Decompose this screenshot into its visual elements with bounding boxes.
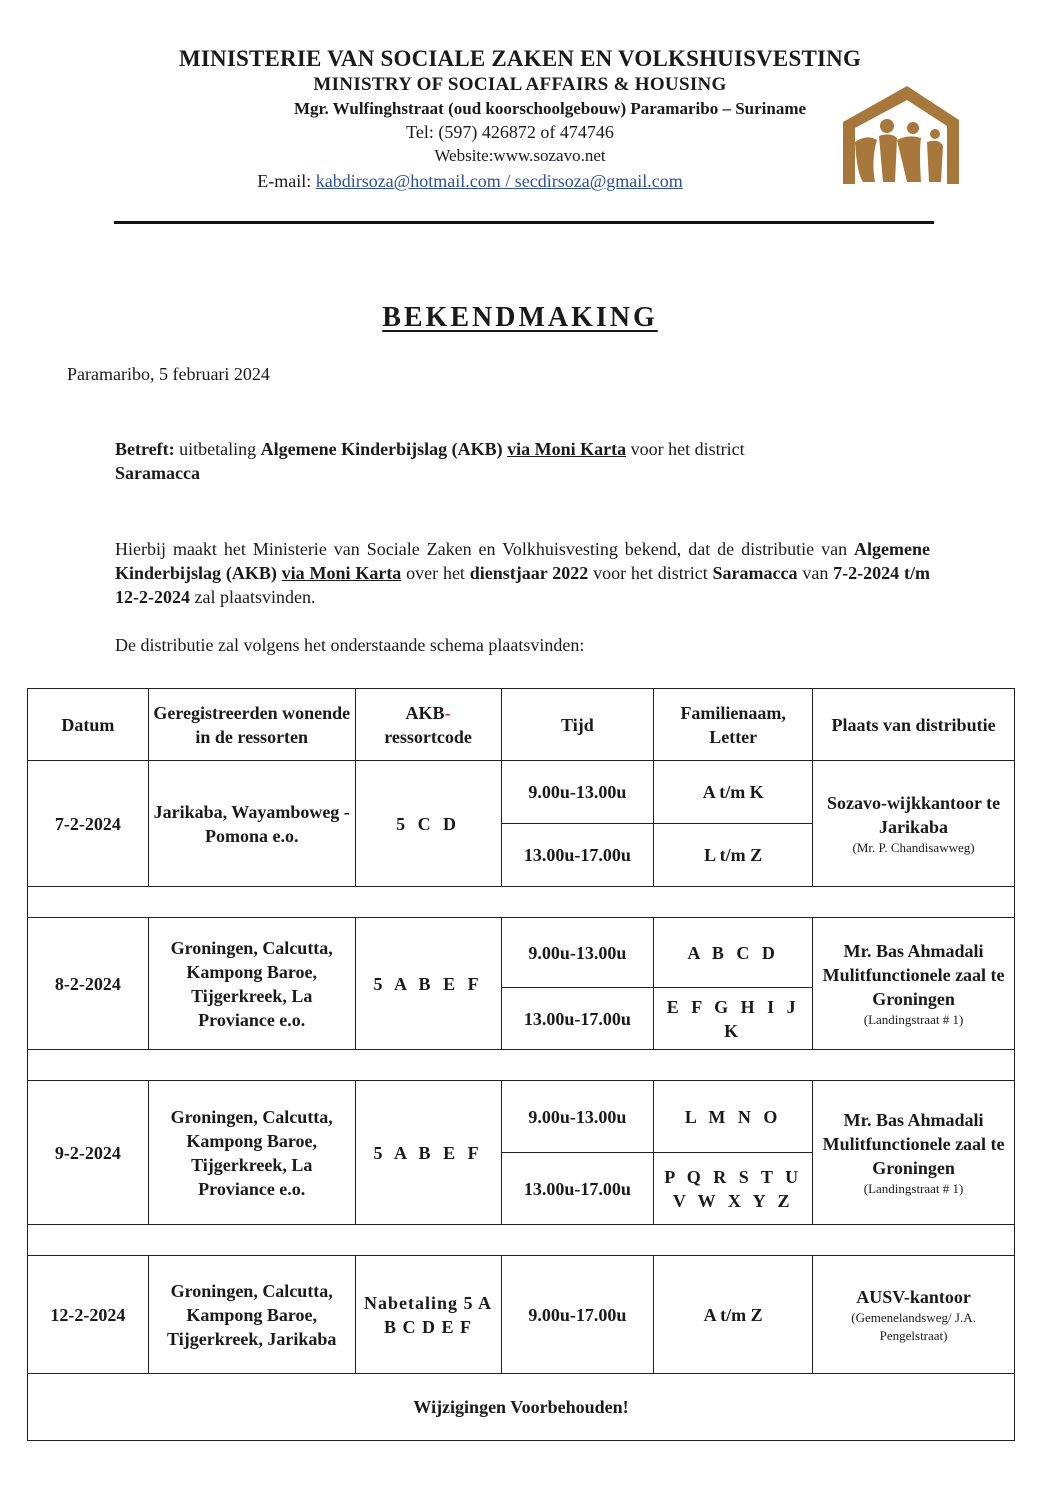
letterhead-divider bbox=[114, 221, 934, 224]
table-footer-row bbox=[28, 1374, 1015, 1441]
table-row bbox=[28, 1256, 1015, 1374]
row-ressorten: Groningen, Calcutta, Kampong Baroe, Tijgerkreek, La Proviance e.o. bbox=[148, 1081, 355, 1225]
page-title bbox=[0, 302, 1040, 334]
header-geregistreerden: Geregistreerden wonende in de ressorten bbox=[148, 689, 355, 761]
table-spacer bbox=[28, 887, 1015, 918]
email-link-2[interactable]: secdirsoza@gmail.com bbox=[514, 171, 683, 191]
plaats-address: (Mr. P. Chandisawweg) bbox=[852, 839, 975, 855]
plaats-address: (Landingstraat # 1) bbox=[863, 1011, 964, 1027]
date-line: Paramaribo, 5 februari 2024 bbox=[67, 364, 270, 384]
body-period: 7-2-2024 t/m 12-2-2024 bbox=[115, 563, 930, 607]
row-plaats bbox=[813, 918, 1015, 1050]
header-familienaam: Familienaam, Letter bbox=[654, 689, 813, 761]
body-text-k: zal plaatsvinden. bbox=[190, 587, 316, 607]
row-code: Nabetaling 5 A B C D E F bbox=[355, 1256, 501, 1374]
table-row bbox=[28, 761, 1015, 824]
row-tijd: 9.00u-13.00u bbox=[501, 918, 654, 988]
header-akb-dash: - bbox=[444, 702, 451, 723]
row-letter: L t/m Z bbox=[654, 824, 813, 887]
row-datum: 8-2-2024 bbox=[28, 918, 149, 1050]
row-code: 5 A B E F bbox=[355, 918, 501, 1050]
ministry-address: Mgr. Wulfinghstraat (oud koorschoolgebouw) Paramaribo – Suriname bbox=[293, 99, 807, 118]
table-footer-note: Wijzigingen Voorbehouden! bbox=[28, 1374, 1015, 1441]
row-tijd: 13.00u-17.00u bbox=[501, 988, 654, 1050]
ministry-name-nl: MINISTERIE VAN SOCIALE ZAKEN EN VOLKSHUISVESTING bbox=[178, 46, 862, 71]
row-ressorten: Groningen, Calcutta, Kampong Baroe, Tijgerkreek, La Proviance e.o. bbox=[148, 918, 355, 1050]
subject-line bbox=[115, 437, 915, 485]
row-datum: 7-2-2024 bbox=[28, 761, 149, 887]
row-tijd: 9.00u-17.00u bbox=[501, 1256, 654, 1374]
header-plaats: Plaats van distributie bbox=[813, 689, 1015, 761]
subject-label: Betreft: bbox=[115, 439, 175, 459]
row-tijd: 9.00u-13.00u bbox=[501, 1081, 654, 1153]
body-paragraph bbox=[115, 537, 930, 609]
email-link-1[interactable]: kabdirsoza@hotmail.com bbox=[315, 171, 501, 191]
ministry-phone: Tel: (597) 426872 of 474746 bbox=[406, 122, 614, 142]
subject-text-3: voor het district bbox=[626, 439, 745, 459]
table-row bbox=[28, 1081, 1015, 1153]
plaats-address: (Gemenelandsweg/ J.A. Pengelstraat) bbox=[851, 1309, 976, 1343]
row-ressorten: Jarikaba, Wayamboweg - Pomona e.o. bbox=[148, 761, 355, 887]
row-datum: 12-2-2024 bbox=[28, 1256, 149, 1374]
body-text-e: over het bbox=[401, 563, 470, 583]
subject-akb: Algemene Kinderbijslag (AKB) bbox=[260, 439, 503, 459]
table-header-row bbox=[28, 689, 1015, 761]
header-ressortcode-text: ressortcode bbox=[384, 726, 472, 747]
body-district: Saramacca bbox=[712, 563, 798, 583]
schedule-table bbox=[27, 688, 1015, 1441]
subject-district: Saramacca bbox=[115, 463, 200, 483]
schedule-intro: De distributie zal volgens het onderstaande schema plaatsvinden: bbox=[115, 635, 585, 655]
row-letter: A B C D bbox=[654, 918, 813, 988]
header-datum: Datum bbox=[28, 689, 149, 761]
email-separator: / bbox=[500, 171, 515, 191]
row-letter: A t/m Z bbox=[654, 1256, 813, 1374]
header-akb-text: AKB bbox=[405, 702, 445, 723]
body-text-i: van bbox=[797, 563, 834, 583]
row-ressorten: Groningen, Calcutta, Kampong Baroe, Tijgerkreek, Jarikaba bbox=[148, 1256, 355, 1374]
table-spacer bbox=[28, 1050, 1015, 1081]
title-text: BEKENDMAKING bbox=[382, 302, 658, 333]
plaats-text: Mr. Bas Ahmadali Mulitfunctionele zaal te Groningen bbox=[822, 940, 1005, 1009]
body-text-g: voor het district bbox=[588, 563, 713, 583]
plaats-text: Sozavo-wijkkantoor te Jarikaba bbox=[826, 792, 1001, 837]
ministry-name-en: MINISTRY OF SOCIAL AFFAIRS & HOUSING bbox=[313, 74, 727, 95]
row-tijd: 13.00u-17.00u bbox=[501, 1153, 654, 1225]
plaats-text: AUSV-kantoor bbox=[856, 1286, 971, 1307]
row-letter: P Q R S T U V W X Y Z bbox=[654, 1153, 813, 1225]
subject-moni-karta: via Moni Karta bbox=[507, 439, 627, 459]
row-plaats bbox=[813, 761, 1015, 887]
table-spacer bbox=[28, 1225, 1015, 1256]
body-dienstjaar: dienstjaar 2022 bbox=[469, 563, 589, 583]
row-letter: L M N O bbox=[654, 1081, 813, 1153]
plaats-address: (Landingstraat # 1) bbox=[863, 1180, 964, 1196]
row-letter: A t/m K bbox=[654, 761, 813, 824]
subject-text-1: uitbetaling bbox=[174, 439, 261, 459]
row-plaats bbox=[813, 1256, 1015, 1374]
row-tijd: 13.00u-17.00u bbox=[501, 824, 654, 887]
header-akb-ressortcode bbox=[355, 689, 501, 761]
body-moni-karta: via Moni Karta bbox=[281, 563, 402, 583]
header-tijd: Tijd bbox=[501, 689, 654, 761]
row-code: 5 C D bbox=[355, 761, 501, 887]
row-letter: E F G H I J K bbox=[654, 988, 813, 1050]
email-label: E-mail: bbox=[257, 171, 316, 191]
row-code: 5 A B E F bbox=[355, 1081, 501, 1225]
body-akb: Algemene Kinderbijslag (AKB) bbox=[115, 539, 930, 583]
house-family-logo-icon bbox=[835, 82, 965, 187]
row-plaats bbox=[813, 1081, 1015, 1225]
ministry-website: Website:www.sozavo.net bbox=[434, 146, 606, 165]
table-row bbox=[28, 918, 1015, 988]
plaats-text: Mr. Bas Ahmadali Mulitfunctionele zaal te Groningen bbox=[822, 1109, 1005, 1178]
body-text-a: Hierbij maakt het Ministerie van Sociale Zaken en Volkhuisvesting bekend, dat de distributie van bbox=[115, 539, 855, 559]
row-datum: 9-2-2024 bbox=[28, 1081, 149, 1225]
row-tijd: 9.00u-13.00u bbox=[501, 761, 654, 824]
